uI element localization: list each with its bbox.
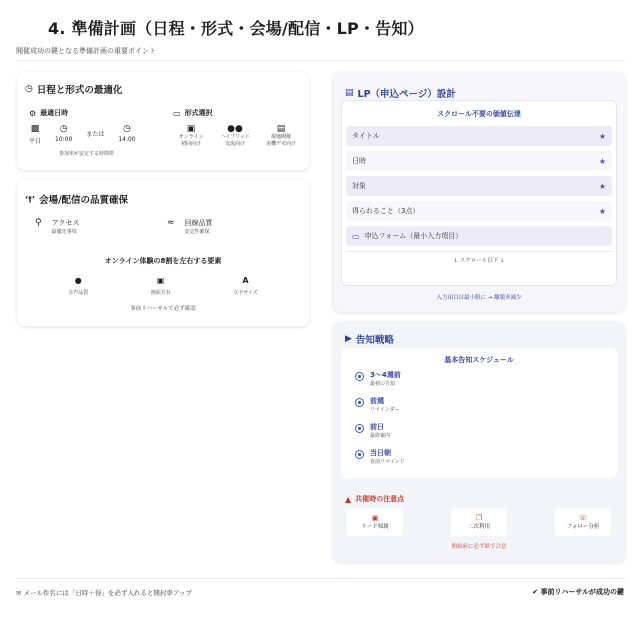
video-icon: ▣: [186, 124, 196, 134]
access-item: [35, 218, 79, 235]
step-title: 前日: [370, 423, 384, 431]
best-time-items: [29, 124, 159, 145]
best-time-heading-text: 最適日時: [40, 109, 69, 117]
lp-row-form: [346, 226, 612, 246]
form-icon: ▭: [352, 231, 360, 241]
check-circle-icon: ✔: [532, 588, 539, 596]
format-onsite: [261, 124, 301, 148]
network-label: 回線品質: [184, 219, 213, 227]
caution-lead-label: リード帰属: [361, 524, 389, 530]
factors-heading: オンライン体験の8割を左右する要素: [104, 257, 222, 265]
caution-reuse-label: 二次利用: [467, 524, 490, 530]
wifi-icon: ≈: [167, 218, 175, 228]
caution-lead: [347, 508, 403, 536]
calendar-icon: [355, 372, 364, 381]
lp-card-title-text: LP（申込ページ）設計: [357, 89, 456, 100]
footer-key-text: 事前リハーサルが成功の鍵: [540, 588, 624, 596]
laptop-icon: ▭: [173, 108, 181, 118]
star-icon: ★: [598, 181, 606, 191]
format-onsite-label: 現地開催: [270, 134, 291, 140]
step-sub: 直前リマインド: [370, 459, 405, 465]
weekday-label: 平日: [29, 138, 42, 145]
users-icon: ●●: [227, 124, 243, 134]
page-title: 4. 準備計画（日程・形式・会場/配信・LP・告知）: [48, 19, 424, 38]
schedule-card-title-text: 日程と形式の最適化: [36, 85, 123, 96]
step-title: 当日朝: [370, 449, 391, 457]
quality-card-title-text: 会場/配信の品質確保: [39, 195, 129, 206]
format-heading-text: 形式選択: [184, 109, 213, 117]
time-14-item: [118, 124, 135, 143]
format-hybrid-label: ハイブリッド: [220, 134, 250, 140]
calendar-icon: [355, 450, 364, 459]
caution-follow: [555, 508, 611, 536]
step-sub: 最初の告知: [370, 381, 396, 387]
notice-card-title: [345, 332, 617, 346]
format-online: [173, 124, 209, 148]
format-heading: [173, 108, 303, 118]
document-icon: ▤: [345, 88, 354, 98]
factor-screen-label: 画面共有: [150, 290, 171, 296]
building-icon: ▤: [276, 124, 286, 134]
schedule-format-card: [17, 72, 309, 170]
format-hybrid-sub: 交流向け: [224, 141, 245, 147]
calendar-icon: [355, 424, 364, 433]
access-label: アクセス: [51, 219, 80, 227]
format-hybrid: [215, 124, 255, 148]
quality-card-title: [25, 192, 301, 206]
step-title: 前週: [370, 397, 384, 405]
caution-title: 共催時の注意点: [355, 495, 405, 503]
factor-audio: [68, 276, 88, 296]
lp-below-scroll: ↓ スクロール以下 ↓: [346, 251, 612, 264]
lp-row-benefits-label: 得られること（3点）: [352, 207, 420, 215]
time-10-item: [55, 124, 72, 143]
quality-note: 事前リハーサルで必ず確認: [130, 306, 196, 312]
step-item: [355, 396, 405, 413]
notice-card: [333, 322, 625, 562]
footer-tip: [16, 588, 192, 597]
phone-icon: ☏: [578, 514, 588, 522]
format-section: [173, 108, 303, 148]
time-10-label: 10:00: [55, 136, 73, 143]
broadcast-icon: ‘†’: [25, 194, 36, 204]
lp-card-title: [345, 86, 617, 100]
step-sub: 最終案内: [370, 433, 391, 439]
access-sub: 最優先事項: [51, 229, 77, 235]
format-online-sub: 初回向け: [180, 141, 201, 147]
id-card-icon: ▣: [371, 514, 379, 522]
step-item: [355, 422, 405, 439]
step-sub: リマインダー: [370, 407, 400, 413]
footer-key: [532, 587, 624, 597]
factor-screen: [151, 276, 171, 296]
caution-follow-label: フォロー分担: [566, 524, 600, 530]
star-icon: ★: [598, 131, 606, 141]
monitor-icon: ▣: [156, 276, 165, 285]
network-sub: 安定性確保: [184, 229, 210, 235]
lp-row-date-label: 日時: [352, 157, 366, 165]
calendar-icon: [355, 398, 364, 407]
briefcase-icon: ▩: [30, 124, 40, 134]
schedule-steps: [355, 370, 405, 465]
lp-card: [333, 72, 625, 312]
warning-icon: ▲: [345, 494, 352, 504]
microphone-icon: ●: [74, 276, 82, 285]
factor-font: [233, 276, 258, 296]
footer-divider: [16, 578, 625, 579]
lp-row-target: [346, 176, 612, 196]
network-item: [167, 218, 213, 235]
or-label: または: [86, 131, 105, 138]
lp-row-title-label: タイトル: [352, 132, 380, 140]
best-time-section: [29, 108, 159, 157]
schedule-heading: 基本告知スケジュール: [444, 356, 514, 364]
copy-icon: ❐: [475, 514, 483, 522]
lp-row-form-label: 申込フォーム（最小入力項目）: [364, 232, 463, 240]
title-divider: [16, 60, 625, 61]
caution-note: 開始前に必ず紙で合意: [451, 544, 507, 550]
clock-icon: ◷: [59, 124, 68, 134]
page-subtitle: 開催成功の鍵となる準備計画の重要ポイント: [16, 47, 156, 55]
format-items: [173, 124, 303, 148]
map-pin-icon: ⚲: [35, 218, 42, 228]
mail-icon: ✉: [16, 589, 22, 597]
factor-audio-label: 音声品質: [68, 290, 89, 296]
step-item: [355, 448, 405, 465]
weekday-item: [29, 124, 41, 145]
footer-tip-text: メール件名には「日時＋得」を必ず入れると開封率アップ: [23, 589, 192, 597]
step-title: 3〜4週前: [370, 371, 401, 379]
lp-preview: [341, 100, 617, 286]
font-icon: A: [242, 276, 249, 285]
schedule-box: [341, 348, 617, 478]
best-time-note: 参加率が安定する時間帯: [59, 151, 115, 157]
star-icon: ★: [598, 156, 606, 166]
notice-card-title-text: 告知戦略: [355, 335, 394, 346]
factor-font-label: 文字サイズ: [233, 290, 258, 296]
step-item: [355, 370, 405, 387]
lp-row-target-label: 対象: [352, 182, 366, 190]
megaphone-icon: ▶: [345, 334, 352, 344]
caution-heading: [345, 494, 404, 504]
caution-reuse: [451, 508, 507, 536]
time-14-label: 14:00: [118, 136, 136, 143]
best-time-heading: [29, 108, 159, 118]
lp-inner-heading: スクロール不要の価値伝達: [437, 110, 521, 118]
star-icon: ★: [598, 206, 606, 216]
clock-icon: ◷: [25, 84, 33, 94]
factors-row: [17, 276, 309, 296]
format-online-label: オンライン: [178, 134, 204, 140]
lp-row-date: [346, 151, 612, 171]
lp-row-title: [346, 126, 612, 146]
format-onsite-sub: 実機デモ向け: [265, 141, 296, 147]
gear-icon: ⚙: [29, 108, 37, 118]
lp-row-benefits: [346, 201, 612, 221]
schedule-card-title: [25, 82, 301, 96]
lp-note: 入力項目は最小限に → 離脱率減少: [436, 295, 522, 301]
or-item: [86, 124, 104, 138]
quality-card: [17, 180, 309, 326]
clock-icon: ◷: [123, 124, 131, 134]
